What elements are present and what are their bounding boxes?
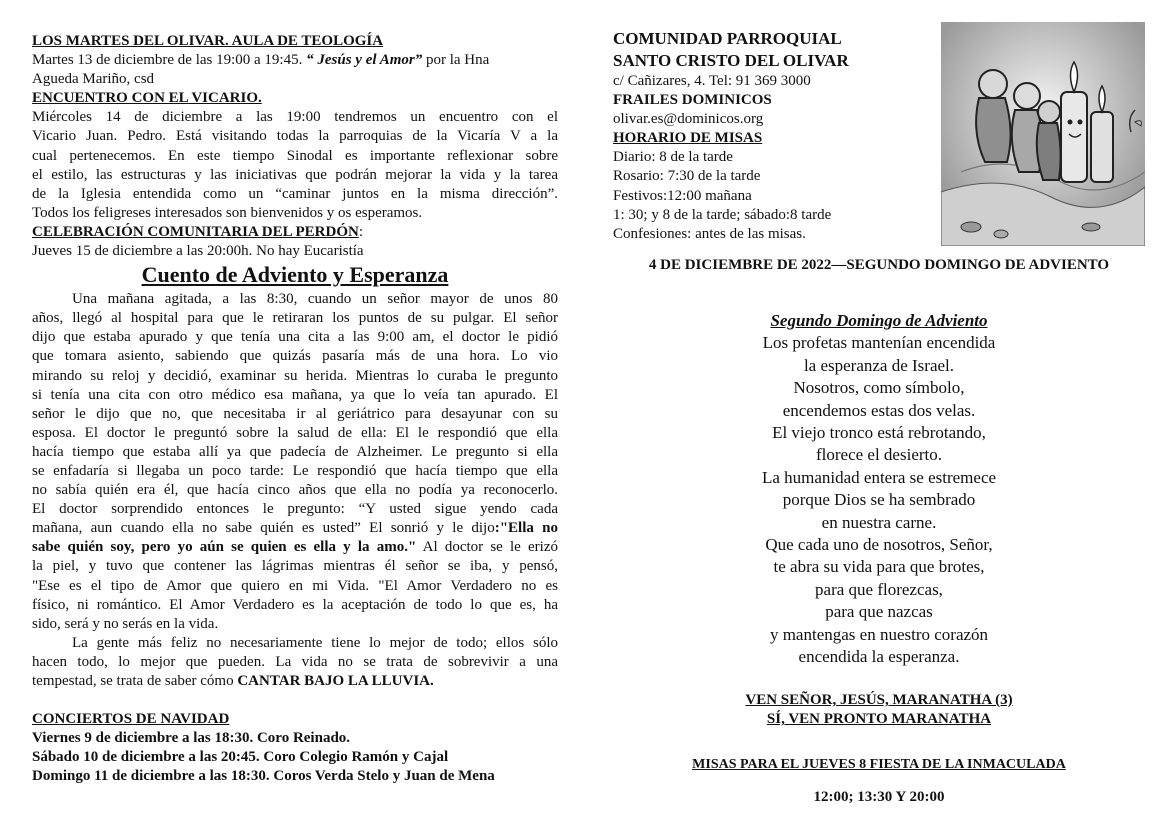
maranatha-line-2: SÍ, VEN PRONTO MARANATHA xyxy=(766,711,992,727)
horario-heading: HORARIO DE MISAS xyxy=(613,130,763,147)
cuento-line: años, llegó al hospital para que le retiraran los puntos de su pulgar. El señor xyxy=(32,310,558,327)
conciertos-heading: CONCIERTOS DE NAVIDAD xyxy=(32,711,230,728)
cuento-line: la piel, y tuvo que contener las lágrimas mientras él señor se iba, y pensó, xyxy=(32,558,558,575)
cuento-line: se enfadaría si llegaba un poco tarde: Le respondió que hacía tiempo que ella xyxy=(32,462,558,479)
poem-line: Los profetas mantenían encendida xyxy=(762,333,996,353)
parish-name-1: COMUNIDAD PARROQUIAL xyxy=(613,29,842,48)
martes-line1-post: por la Hna xyxy=(422,52,490,69)
cuento-quote-start: :"Ella no xyxy=(494,520,558,537)
vicario-heading: ENCUENTRO CON EL VICARIO. xyxy=(32,90,262,107)
cuento-line: La gente más feliz no necesariamente tiene lo mejor de todo; ellos sólo xyxy=(72,634,558,651)
vicario-line: de la Iglesia entendida como un “caminar juntos en la misma dirección”. xyxy=(32,185,558,202)
vicario-line: Miércoles 14 de diciembre a las 19:00 tendremos un encuentro con el xyxy=(32,109,558,126)
parish-order: FRAILES DOMINICOS xyxy=(613,92,772,109)
cuento-line: esposa. El doctor le preguntó sobre la salud de ella: El le respondió que ella xyxy=(32,424,558,441)
poem-line: Que cada uno de nosotros, Señor, xyxy=(765,535,993,555)
perdon-heading: CELEBRACIÓN COMUNITARIA DEL PERDÓN xyxy=(32,223,359,240)
cuento-line: sido, será y no serás en la vida. xyxy=(32,615,219,632)
vicario-line: cual pertenecemos. En este tiempo Sinodal es importante reflexionar sobre xyxy=(32,147,558,164)
horario-line: Diario: 8 de la tarde xyxy=(613,149,733,166)
poem-line: florece el desierto. xyxy=(815,445,942,465)
poem-line: encendemos estas dos velas. xyxy=(782,400,976,420)
poem-line: Nosotros, como símbolo, xyxy=(793,378,965,398)
cuento-paragraph-1 xyxy=(32,290,558,634)
cuento-line: no sabía quién era él, que hacía cinco años que ella no podía ya reconocerlo. xyxy=(32,482,558,499)
perdon-heading-row xyxy=(32,223,558,242)
parish-name-2: SANTO CRISTO DEL OLIVAR xyxy=(613,51,849,70)
concierto-line: Viernes 9 de diciembre a las 18:30. Coro Reinado. xyxy=(32,730,351,747)
poem-line: y mantengas en nuestro corazón xyxy=(769,624,989,644)
cuento-paragraph-2 xyxy=(32,634,558,691)
poem-line: encendida la esperanza. xyxy=(798,647,960,667)
cuento-line: El doctor sorprendido entonces le pregunto: “Y usted sigue yendo cada xyxy=(32,501,558,518)
vicario-line: Todos los feligreses interesados son bienvenidos y os esperamos. xyxy=(32,204,423,221)
candles-and-children-icon xyxy=(941,22,1145,246)
cuento-line: "Ese es el tipo de Amor que quiero en mi Vida. "El Amor Verdadero no es xyxy=(32,577,558,594)
horario-line: 1: 30; y 8 de la tarde; sábado:8 tarde xyxy=(613,206,832,223)
poem-title: Segundo Domingo de Adviento xyxy=(770,311,988,330)
poem-line: para que florezcas, xyxy=(815,579,943,599)
martes-heading: LOS MARTES DEL OLIVAR. AULA DE TEOLOGÍA xyxy=(32,33,384,49)
advent-poem xyxy=(613,310,1145,669)
misas-jueves-times: 12:00; 13:30 Y 20:00 xyxy=(813,789,945,805)
perdon-heading-suffix: : xyxy=(358,223,364,240)
horario-line: Confesiones: antes de las misas. xyxy=(613,225,806,242)
left-column xyxy=(32,32,558,786)
cuento-line: hacen todo, lo mejor que pueden. La vida no se trata de sobrevivir a una xyxy=(32,653,558,670)
date-line: 4 DE DICIEMBRE DE 2022—SEGUNDO DOMINGO DE ADVIENTO xyxy=(648,257,1110,273)
cuento-line: que tomara asiento, sabiendo que quizás pasaría más de una hora. Lo vio xyxy=(32,348,558,365)
cuento-line-pre: mañana, aun cuando ella no sabe quién es usted” El sonrió y le dijo xyxy=(32,520,495,537)
concierto-line: Sábado 10 de diciembre a las 20:45. Coro Colegio Ramón y Cajal xyxy=(32,749,449,766)
cuento-line: dijo que estaba apurado y que tenía una cita a las 9:00 am, el doctor le pidió xyxy=(32,329,558,346)
cuento-line xyxy=(32,672,558,691)
cuento-line: hacía tiempo que estaba allí ya que padecía de Alzheimer. Le pregunto si ella xyxy=(32,443,558,460)
spacer xyxy=(32,691,558,710)
concierto-line: Domingo 11 de diciembre a las 18:30. Coros Verda Stelo y Juan de Mena xyxy=(32,768,495,785)
martes-line1 xyxy=(32,51,558,70)
vicario-line: el estilo, las estructuras y las iniciativas que podrán mejorar la vida y la tarea xyxy=(32,166,558,183)
poem-line: te abra su vida para que brotes, xyxy=(773,557,985,577)
martes-talk-title: “ Jesús y el Amor” xyxy=(306,52,423,69)
cuento-line-post: Al doctor se le erizó xyxy=(416,539,558,556)
martes-line2: Agueda Mariño, csd xyxy=(32,71,155,88)
maranatha-line-1: VEN SEÑOR, JESÚS, MARANATHA (3) xyxy=(745,692,1013,708)
cuento-line: señor le dijo que no, que necesitaba ir al geriátrico para desayunar con su xyxy=(32,405,558,422)
cuento-line: Una mañana agitada, a las 8:30, cuando un señor mayor de unos 80 xyxy=(72,291,558,308)
misas-jueves-heading: MISAS PARA EL JUEVES 8 FIESTA DE LA INMACULADA xyxy=(692,757,1066,772)
martes-line1-pre: Martes 13 de diciembre de las 19:00 a 19:45. xyxy=(32,52,307,69)
cuento-line: físico, ni romántico. El Amor Verdadero es la aceptación de todo lo que es, ha xyxy=(32,596,558,613)
parish-email: olivar.es@dominicos.org xyxy=(613,111,764,128)
poem-line: la esperanza de Israel. xyxy=(803,355,955,375)
horario-line: Rosario: 7:30 de la tarde xyxy=(613,168,761,185)
vicario-line: Vicario Juan. Pedro. Está visitando todas la parroquias de la Vicaría V a la xyxy=(32,128,558,145)
cuento-line: mirando su reloj y decidió, examinar su herida. Mientras lo curaba le pregunto xyxy=(32,367,558,384)
cuento-line: si tenía una cita con otro médico esa mañana, ya que lo veía tan apurado. El xyxy=(32,386,558,403)
cuento-closing-bold: CANTAR BAJO LA LLUVIA. xyxy=(237,673,434,689)
horario-line: Festivos:12:00 mañana xyxy=(613,187,752,204)
vicario-paragraph xyxy=(32,108,558,223)
perdon-line: Jueves 15 de diciembre a las 20:00h. No hay Eucaristía xyxy=(32,243,364,260)
poem-line: para que nazcas xyxy=(825,602,933,622)
cuento-quote-end: sabe quién soy, pero yo aún se quien es ella y la amo." xyxy=(32,539,417,556)
parish-address: c/ Cañizares, 4. Tel: 91 369 3000 xyxy=(613,73,811,89)
poem-line: porque Dios se ha sembrado xyxy=(782,490,976,510)
cuento-title: Cuento de Adviento y Esperanza xyxy=(141,262,449,288)
cuento-line xyxy=(32,519,558,538)
cuento-line xyxy=(32,538,558,557)
cuento-line-pre: tempestad, se trata de saber cómo xyxy=(32,673,238,689)
poem-line: El viejo tronco está rebrotando, xyxy=(772,423,986,443)
poem-line: en nuestra carne. xyxy=(821,512,937,532)
poem-line: La humanidad entera se estremece xyxy=(761,467,997,487)
